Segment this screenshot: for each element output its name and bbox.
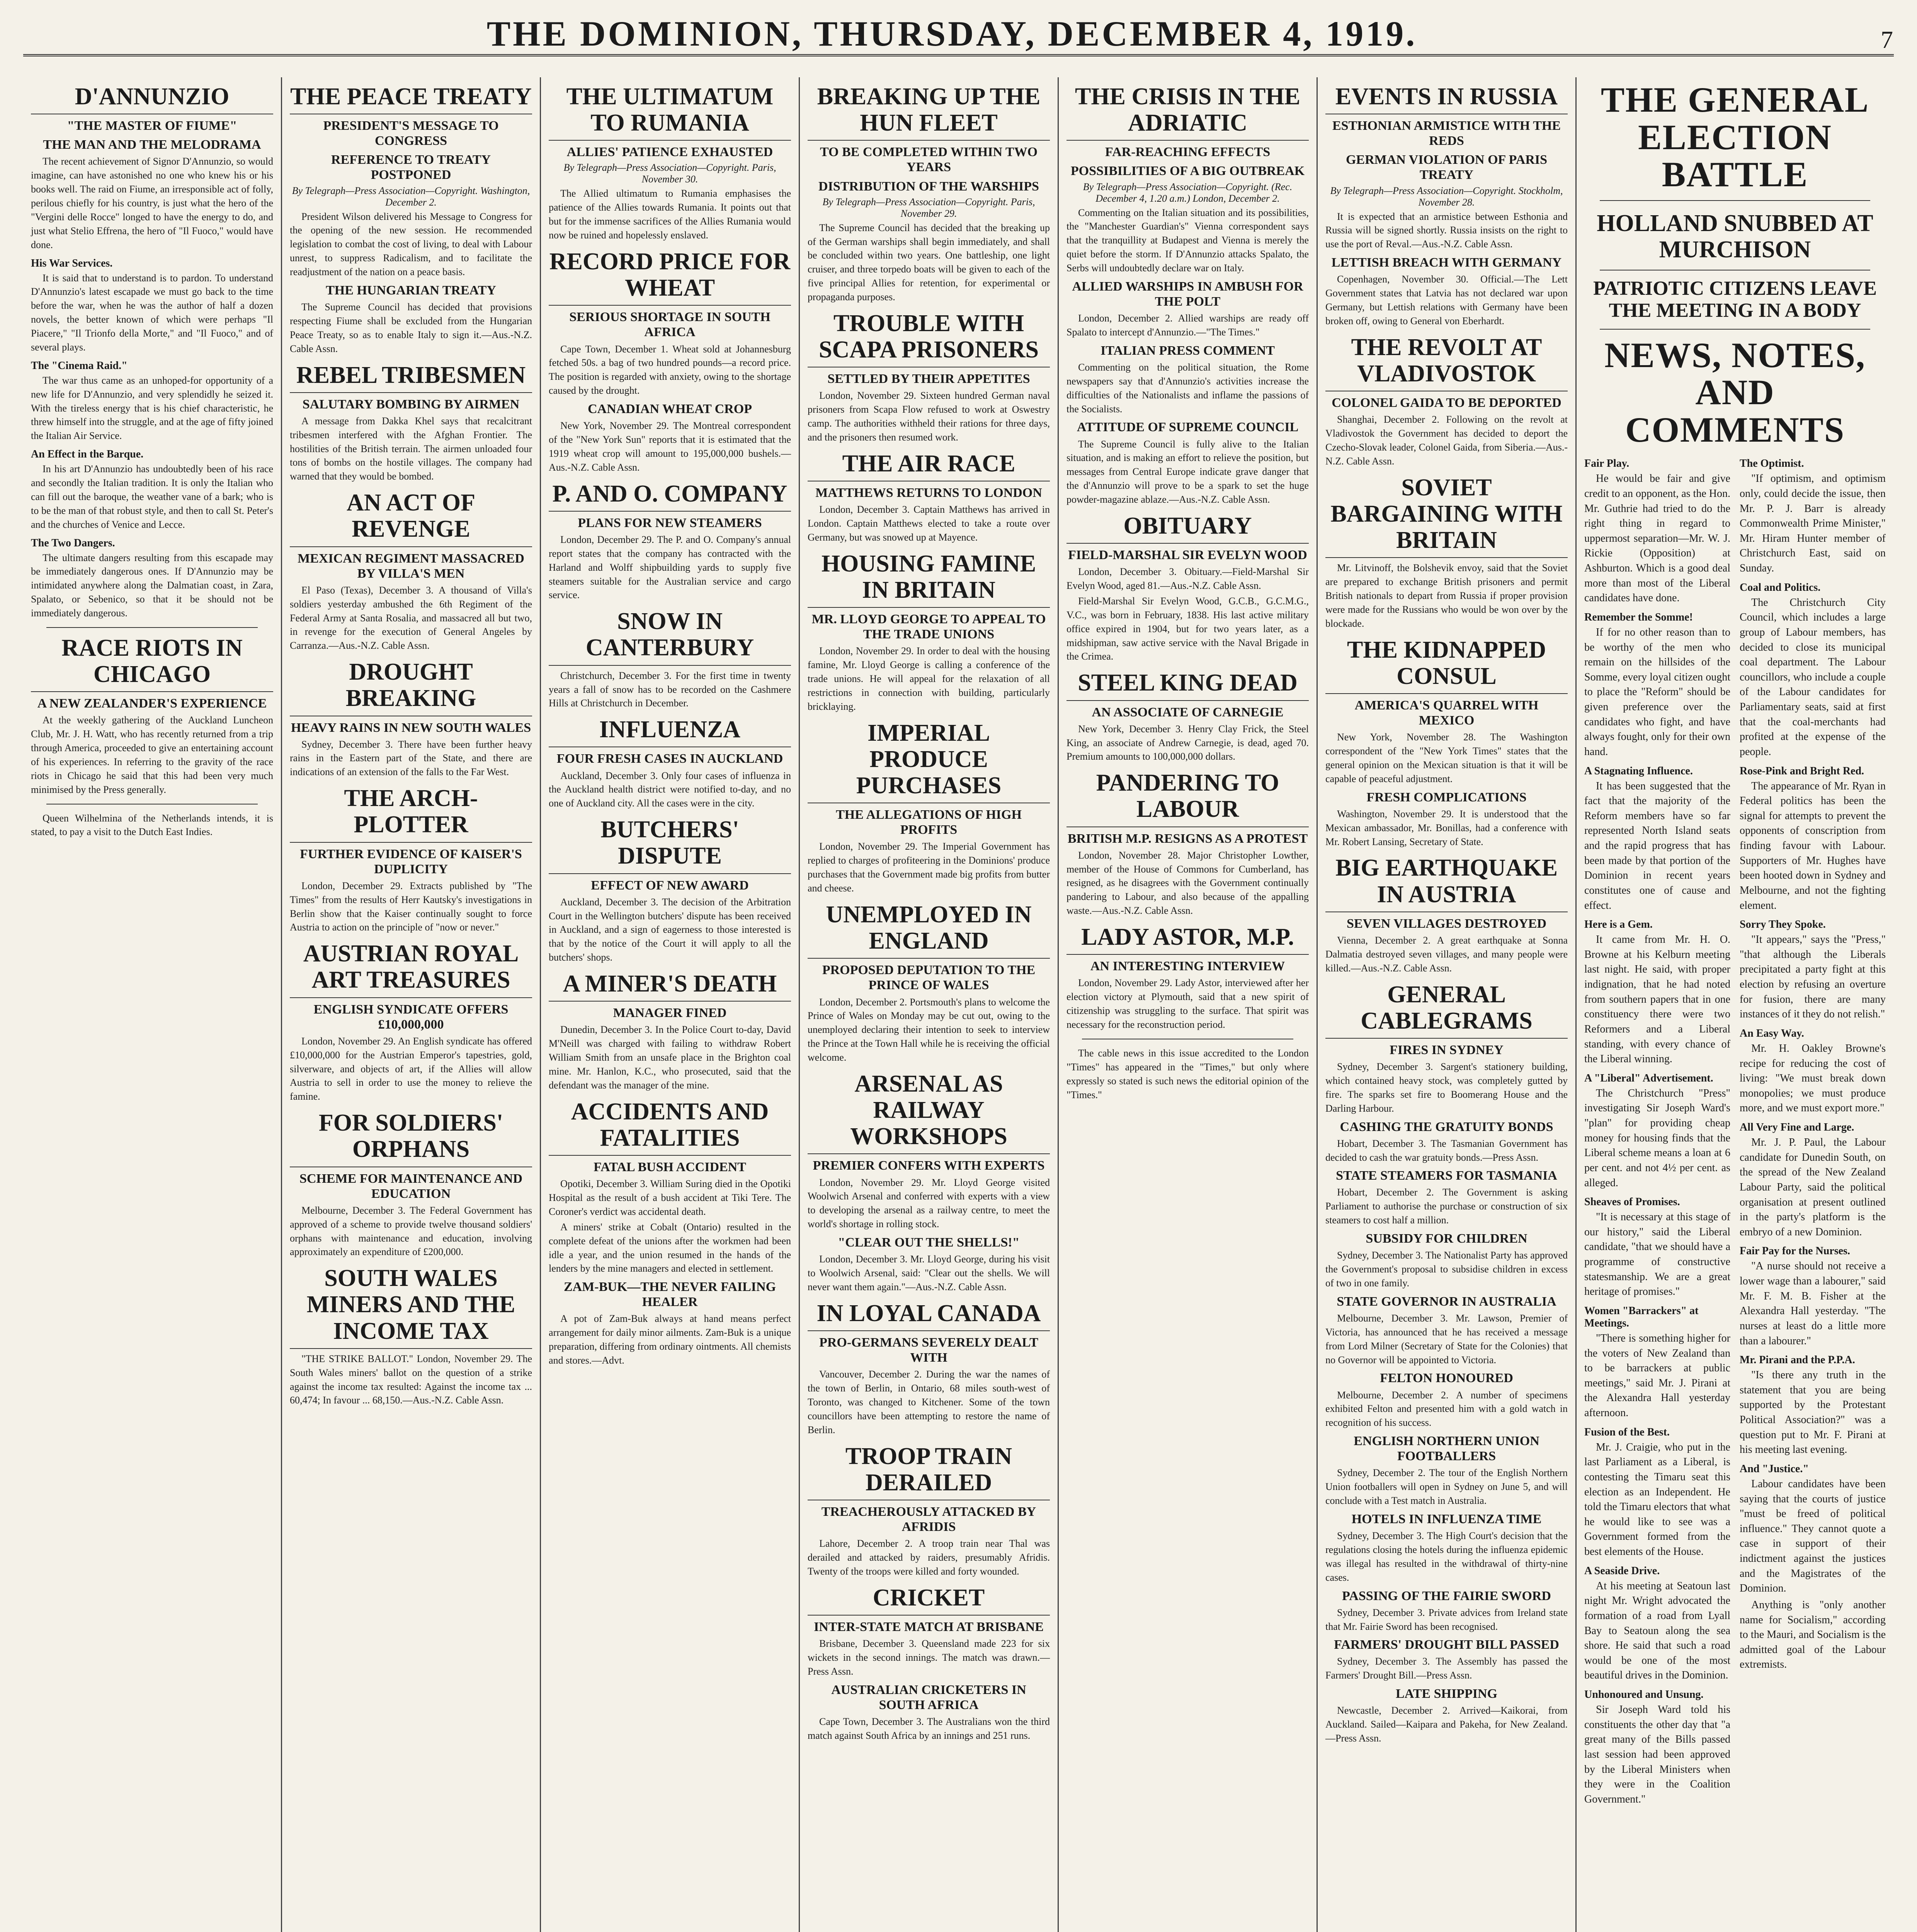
article-headline: P. AND O. COMPANY [549, 481, 791, 512]
article-paragraph: Field-Marshal Sir Evelyn Wood, G.C.B., G.C.M.G., V.C., was born in February, 1838. His last active military office expired in 1904, but for two years later, as a midshipman, saw active service with the Naval Brigade in the Crimea. [1067, 595, 1309, 662]
article-subheadline: SERIOUS SHORTAGE IN SOUTH AFRICA [569, 310, 771, 340]
note-paragraph: Sir Joseph Ward told his constituents the other day that "a great many of the Bills passed last session had been approved by the Liberal Ministers when they were in the Coalition Government." [1584, 1704, 1730, 1805]
article-subheadline: SEVEN VILLAGES DESTROYED [1346, 916, 1547, 931]
note-paragraph: "Is there any truth in the statement that you are being supported by the Protestant Political Association?" was a question put to Mr. F. Pirani at his meeting last evening. [1740, 1369, 1886, 1456]
article-paragraph: Vancouver, December 2. During the war the names of the town of Berlin, in Ontario, 68 miles south-west of Toronto, was changed to Kitchener. Some of the town councillors have been attempting to restore the name of Berlin. [808, 1369, 1050, 1435]
note-heading: And "Justice." [1740, 1463, 1809, 1475]
article-paragraph: Commenting on the Italian situation and its possibilities, the "Manchester Guardian's" Vienna correspondent says that the tranquillity at Budapest and Vienna is merely the quiet before the storm. If D'Annunzio attacks Spalato, the Serbs will undoubtedly declare war on Italy. [1067, 207, 1309, 274]
article-subheadline: SALUTARY BOMBING BY AIRMEN [302, 397, 520, 412]
article-paragraph: Mr. Litvinoff, the Bolshevik envoy, said that the Soviet are prepared to exchange British prisoners and permit British nationals to depart from Russia if proper provision were made for the Russians who would be won over by the blockade. [1325, 562, 1568, 629]
article-paragraph: Christchurch, December 3. For the first time in twenty years a fall of snow has to be recorded on the Cashmere Hills at Christchurch in December. [549, 670, 791, 709]
article-headline: LADY ASTOR, M.P. [1067, 924, 1309, 955]
notes-left [1584, 452, 1730, 1808]
article-paragraph: Opotiki, December 3. William Suring died in the Opotiki Hospital as the result of a bush accident at Tiki Tere. The Coroner's verdict was accidental death. [549, 1178, 791, 1217]
article-subheadline: EFFECT OF NEW AWARD [591, 878, 749, 893]
article-subheadline: ZAM-BUK—THE NEVER FAILING HEALER [563, 1280, 776, 1310]
article-paragraph: Shanghai, December 2. Following on the revolt at Vladivostok the Government has decided to deport the Czecho-Slovak leader, Colonel Gaida, from Siberia.—Aus.-N.Z. Cable Assn. [1325, 414, 1568, 467]
article-paragraph: London, November 29. The Imperial Government has replied to charges of profiteering in the Dominions' produce purchases that the Government made big profits from butter and cheese. [808, 841, 1050, 894]
article-subheadline: FIRES IN SYDNEY [1390, 1043, 1504, 1057]
dateline: By Telegraph—Press Association—Copyright. Paris, November 30. [563, 162, 776, 185]
article-subheadline: ITALIAN PRESS COMMENT [1101, 343, 1275, 358]
article-paragraph: London, November 29. An English syndicate has offered £10,000,000 for the Austrian Emperor's tapestries, gold, silverware, and objects of art, if the Allies will allow Austria to sell in order to use the money to relieve the famine. [290, 1035, 532, 1102]
article-paragraph: New York, December 3. Henry Clay Frick, the Steel King, an associate of Andrew Carnegie, is dead, aged 70. Premium amounts to 100,000,000 dollars. [1067, 723, 1309, 762]
article-headline: THE PEACE TREATY [290, 83, 532, 114]
note-paragraph: "If optimism, and optimism only, could decide the issue, then Mr. P. J. Barr is already Commonwealth Prime Minister," Mr. Hiram Hunter member of Christchurch East, said on Sunday. [1740, 473, 1886, 575]
article-subheadline: ALLIES' PATIENCE EXHAUSTED [566, 145, 773, 160]
article-headline: BREAKING UP THE HUN FLEET [808, 83, 1050, 141]
article-headline: D'ANNUNZIO [31, 83, 273, 114]
note-paragraph: "There is something higher for the voters of New Zealand than to be barrackers at public meetings," said Mr. J. Pirani at the Alexandra Hall yesterday afternoon. [1584, 1332, 1730, 1419]
article-subheadline: STATE GOVERNOR IN AUSTRALIA [1337, 1294, 1556, 1309]
article-paragraph: Melbourne, December 2. A number of specimens exhibited Felton and presented him with a gold watch in recognition of his success. [1325, 1389, 1568, 1429]
divider [1600, 200, 1870, 201]
article-subheadline: HEAVY RAINS IN NEW SOUTH WALES [291, 720, 531, 735]
feature-subheadline: HOLLAND SNUBBED AT MURCHISON [1597, 210, 1873, 263]
article-paragraph: Auckland, December 3. Only four cases of influenza in the Auckland health district were notified to-day, and no one of Auckland city. All the cases were in the city. [549, 770, 791, 809]
section-headline: NEWS, NOTES, AND COMMENTS [1604, 335, 1866, 449]
note-paragraph: At his meeting at Seatoun last night Mr. Wright advocated the formation of a road from Lyall Bay to Seatoun along the sea shore. He said that such a road would be one of the most beautiful drives in the Dominion. [1584, 1580, 1730, 1682]
article-paragraph: The war thus came as an unhoped-for opportunity of a new life for D'Annunzio, and very splendidly he seized it. With the tireless energy that is his chief characteristic, he threw himself into the struggle, and at the age of fifty joined the Italian Air Service. [31, 374, 273, 442]
article-subheadline: TO BE COMPLETED WITHIN TWO YEARS [820, 145, 1038, 175]
article-subheadline: POSSIBILITIES OF A BIG OUTBREAK [1070, 164, 1305, 179]
article-paragraph: Lahore, December 2. A troop train near Thal was derailed and attacked by raiders, presumably Afridis. Twenty of the troops were killed and forty wounded. [808, 1538, 1050, 1577]
article-subheadline: ENGLISH SYNDICATE OFFERS £10,000,000 [313, 1002, 509, 1032]
article-paragraph: London, December 3. Obituary.—Field-Marshal Sir Evelyn Wood, aged 81.—Aus.-N.Z. Cable Assn. [1067, 566, 1309, 592]
article-subheadline: A NEW ZEALANDER'S EXPERIENCE [37, 696, 267, 711]
dateline: By Telegraph—Press Association—Copyright. (Rec. December 4, 1.20 a.m.) London, December 2. [1083, 181, 1293, 204]
article-subheadline: AN INTERESTING INTERVIEW [1090, 959, 1285, 974]
masthead [23, 12, 1894, 56]
article-subheadline: CASHING THE GRATUITY BONDS [1340, 1119, 1553, 1134]
note-paragraph: The appearance of Mr. Ryan in Federal politics has been the signal for attempts to prevent the opponents of conscription from finding favour with Labour. Supporters of Mr. Hughes have been hooted down in Sydney and Melbourne, and not the fighting element. [1740, 780, 1886, 912]
note-heading: A Seaside Drive. [1584, 1565, 1660, 1577]
article-paragraph: Melbourne, December 3. The Federal Government has approved of a scheme to provide twelve thousand soldiers' orphans with maintenance and education, involving approximately an expenditure of £200,000. [290, 1204, 532, 1258]
article-subheadline: PRESIDENT'S MESSAGE TO CONGRESS [323, 119, 499, 148]
article-subheadline: SUBSIDY FOR CHILDREN [1366, 1231, 1527, 1246]
note-paragraph: Mr. J. P. Paul, the Labour candidate for Dunedin South, on the spread of the New Zealand Labour Party, said the political organisation at present outlined in the party's platform is the embryo of a new Dominion. [1740, 1136, 1886, 1238]
advertisement: A pot of Zam-Buk always at hand means perfect arrangement for daily minor ailments. Zam-Buk is a unique preparation, differing from ordinary ointments. All chemists and stores.—Advt. [549, 1313, 791, 1366]
article-subheadline: LATE SHIPPING [1396, 1687, 1497, 1701]
article-paragraph: Newcastle, December 2. Arrived—Kaikorai, from Auckland. Sailed—Kaipara and Pakeha, for New Zealand.—Press Assn. [1325, 1705, 1568, 1744]
article-paragraph: The ultimate dangers resulting from this escapade may be immediately dangerous ones. If D'Annunzio may be intimidated anywhere along the Dalmatian coast, in Zara, Spalato, or Sebenico, so that it be should not be immediately dangerous. [31, 552, 273, 619]
article-paragraph: A miners' strike at Cobalt (Ontario) resulted in the complete defeat of the unions after the workmen had been idle a year, and the union resumed in the hands of the lenders by the mine managers and elected in settlement. [549, 1221, 791, 1274]
note-heading: Fair Pay for the Nurses. [1740, 1245, 1850, 1257]
article-paragraph: Dunedin, December 3. In the Police Court to-day, David M'Neill was charged with failing to withdraw Robert William Smith from an unsafe place in the Brighton coal mine. Mr. Hanlon, K.C., who prosecuted, said that the defendant was the manager of the mine. [549, 1024, 791, 1091]
article-subheadline: AMERICA'S QUARREL WITH MEXICO [1354, 698, 1539, 728]
article-subheadline: ENGLISH NORTHERN UNION FOOTBALLERS [1354, 1434, 1539, 1464]
article-paragraph: Queen Wilhelmina of the Netherlands intends, it is stated, to pay a visit to the Dutch East Indies. [31, 812, 273, 838]
article-paragraph: Sydney, December 3. Sargent's stationery building, which contained heavy stock, was completely gutted by fire. The sparks set fire to Boomerang House and the Darling Harbour. [1325, 1061, 1568, 1114]
article-headline: THE KIDNAPPED CONSUL [1325, 637, 1568, 694]
article-subheadline: FARMERS' DROUGHT BILL PASSED [1334, 1638, 1559, 1652]
article-paragraph: London, December 29. The P. and O. Company's annual report states that the company has contracted with the Harland and Wolff shipbuilding yards to supply five steamers suitable for the Australian service and cargo service. [549, 534, 791, 601]
note-paragraph: It came from Mr. H. O. Browne at his Kelburn meeting last night. He said, with proper indignation, that he had noted from southern papers that in one constituency there were two Reformers and a Liberal standing, with every chance of the Liberal winning. [1584, 934, 1730, 1065]
article-paragraph: At the weekly gathering of the Auckland Luncheon Club, Mr. J. H. Watt, who has recently returned from a trip through America, proceeded to give an entertaining account of his experiences. In referring to the gravity of the race riots in Chicago he said that this had been very much minimised by the Press generally. [31, 714, 273, 795]
article-headline: TROOP TRAIN DERAILED [808, 1443, 1050, 1500]
note-paragraph: Labour candidates have been saying that the courts of justice "must be freed of political influence." They cannot quote a case in support of their indictment against the justices and the Magistrates of the Dominion. [1740, 1478, 1886, 1595]
note-heading: The Optimist. [1740, 457, 1804, 470]
article-headline: REBEL TRIBESMEN [290, 362, 532, 393]
article-paragraph: "THE STRIKE BALLOT." London, November 29. The South Wales miners' ballot on the question of a strike against the income tax resulted: Against the income tax ... 60,474; In favour ... 68,150.—Aus.-N.Z. Cable Assn. [290, 1353, 532, 1406]
article-paragraph: Melbourne, December 3. Mr. Lawson, Premier of Victoria, has announced that he has received a message from Lord Milner (Secretary of State for the Colonies) that no Governor will be appointed to Victoria. [1325, 1312, 1568, 1366]
section-kicker: His War Services. [31, 257, 113, 269]
column-1 [23, 77, 282, 1932]
article-subheadline: ESTHONIAN ARMISTICE WITH THE REDS [1332, 119, 1561, 148]
notes-columns [1584, 452, 1886, 1808]
article-subheadline: PASSING OF THE FAIRIE SWORD [1342, 1588, 1551, 1603]
feature-headline: THE GENERAL ELECTION BATTLE [1601, 80, 1869, 194]
note-heading: Remember the Somme! [1584, 611, 1693, 623]
article-subheadline: PRO-GERMANS SEVERELY DEALT WITH [819, 1335, 1038, 1365]
article-paragraph: In his art D'Annunzio has undoubtedly been of his race and secondly the Italian tradition. It is only the Italian who can fill out the baroque, the weather vane of a bark; who is to be the man of that robust style, and then to call St. Peter's and the churches of Venice and Lecce. [31, 463, 273, 530]
article-paragraph: Sydney, December 3. The High Court's decision that the regulations closing the hotels during the influenza epidemic was illegal has resulted in the withdrawal of thirty-nine cases. [1325, 1530, 1568, 1583]
article-headline: INFLUENZA [549, 716, 791, 747]
article-subheadline: STATE STEAMERS FOR TASMANIA [1336, 1168, 1557, 1183]
article-headline: SOVIET BARGAINING WITH BRITAIN [1325, 474, 1568, 558]
notes-right [1740, 452, 1886, 1808]
article-paragraph: London, November 29. Lady Astor, interviewed after her election victory at Plymouth, said that a new spirit of citizenship was struggling to the surface. That spirit was necessary for the reconstruction period. [1067, 977, 1309, 1030]
article-subheadline: LETTISH BREACH WITH GERMANY [1331, 255, 1562, 270]
column-2 [282, 77, 541, 1932]
article-headline: A MINER'S DEATH [549, 971, 791, 1002]
column-7 [1577, 77, 1893, 1932]
article-subheadline: SCHEME FOR MAINTENANCE AND EDUCATION [299, 1171, 523, 1201]
article-subheadline: MR. LLOYD GEORGE TO APPEAL TO THE TRADE UNIONS [811, 612, 1046, 642]
article-headline: THE ARCH-PLOTTER [290, 785, 532, 842]
article-subheadline: FIELD-MARSHAL SIR EVELYN WOOD [1068, 548, 1307, 563]
dateline: By Telegraph—Press Association—Copyright. Paris, November 29. [822, 196, 1035, 219]
article-headline: THE ULTIMATUM TO RUMANIA [549, 83, 791, 141]
article-paragraph: Copenhagen, November 30. Official.—The Lett Government states that Latvia has not declared war upon Germany, but Lettish relations with Germany have been broken off, owing to General von Eberhardt. [1325, 274, 1568, 327]
article-paragraph: The Supreme Council is fully alive to the Italian situation, and is making an effort to relieve the position, but messages from Central Europe indicate grave danger that the d'Annunzio will prove to be a spark to set the huge powder-magazine ablaze.—Aus.-N.Z. Cable Assn. [1067, 438, 1309, 505]
note-heading: Sheaves of Promises. [1584, 1196, 1680, 1208]
article-paragraph: Sydney, December 2. The tour of the English Northern Union footballers will open in Sydney on June 5, and will conclude with a Test match in Australia. [1325, 1467, 1568, 1507]
article-subheadline: AN ASSOCIATE OF CARNEGIE [1092, 705, 1284, 719]
article-headline: ARSENAL AS RAILWAY WORKSHOPS [808, 1071, 1050, 1155]
note-heading: Unhonoured and Unsung. [1584, 1689, 1704, 1701]
article-paragraph: The recent achievement of Signor D'Annunzio, so would imagine, can have astonished no one who knew his or his books well. The raid on Fiume, an irresponsible act of folly, perilous chiefly for his country, is just what the hero of the "Vergini delle Rocce" longed to have the energy to do, and just what Stelio Effrena, the hero of "Il Fuoco," would have done. [31, 156, 273, 250]
article-paragraph: London, December 3. Captain Matthews has arrived in London. Captain Matthews elected to take a route over Germany, but was snowed up at Mayence. [808, 504, 1050, 543]
article-subheadline: FURTHER EVIDENCE OF KAISER'S DUPLICITY [300, 847, 522, 876]
article-subheadline: GERMAN VIOLATION OF PARIS TREATY [1345, 153, 1548, 182]
article-paragraph: London, November 29. In order to deal with the housing famine, Mr. Lloyd George is calling a conference of the trade unions. He will appeal for the relaxation of all restrictions in connection with building, particularly bricklaying. [808, 645, 1050, 712]
dateline: By Telegraph—Press Association—Copyright. Stockholm, November 28. [1330, 185, 1563, 208]
article-subheadline: COLONEL GAIDA TO BE DEPORTED [1332, 396, 1561, 410]
article-subheadline: "CLEAR OUT THE SHELLS!" [838, 1235, 1020, 1250]
article-paragraph: The Supreme Council has decided that the breaking up of the German warships shall begin immediately, and shall be concluded within two years. One battleship, one light cruiser, and three torpedo boats will be given to each of the five principal Allies for retention, for experimental or propaganda purposes. [808, 222, 1050, 303]
article-subheadline: ATTITUDE OF SUPREME COUNCIL [1077, 420, 1299, 435]
article-subheadline: TREACHEROUSLY ATTACKED BY AFRIDIS [821, 1504, 1036, 1534]
article-paragraph: President Wilson delivered his Message to Congress for the opening of the new session. He recommended legislation to combat the cost of living, to deal with Labour unrest, to suppress Radicalism, and to facilitate the readjustment of the nation on a peace basis. [290, 211, 532, 278]
article-subheadline: REFERENCE TO TREATY POSTPONED [331, 153, 491, 182]
article-headline: THE CRISIS IN THE ADRIATIC [1067, 83, 1309, 141]
article-headline: ACCIDENTS AND FATALITIES [549, 1099, 791, 1156]
article-subheadline: THE HUNGARIAN TREATY [326, 283, 496, 298]
note-paragraph: "A nurse should not receive a lower wage than a labourer," said Mr. F. M. B. Fisher at the Alexandra Hall yesterday. "The nurses at least do a little more than a labourer." [1740, 1260, 1886, 1347]
article-paragraph: Commenting on the political situation, the Rome newspapers say that d'Annunzio's activities increase the difficulties of the Nationalists and inflame the passions of the Socialists. [1067, 361, 1309, 415]
article-headline: GENERAL CABLEGRAMS [1325, 981, 1568, 1039]
article-paragraph: A message from Dakka Khel says that recalcitrant tribesmen interfered with the Afghan Frontier. The hostilities of the British terrain. The airmen unloaded four tons of bombs on the hostile villages. The company had warned that they would be bombed. [290, 415, 532, 482]
note-paragraph: Mr. J. Craigie, who put in the last Parliament as a Liberal, is contesting the Timaru seat this election as an Independent. He told the Timaru electors that what he would like to see was a Government formed from the best elements of the House. [1584, 1441, 1730, 1558]
article-paragraph: Cape Town, December 1. Wheat sold at Johannesburg fetched 50s. a bag of two hundred pounds—a record price. The position is regarded with anxiety, owing to the shortage caused by the drought. [549, 343, 791, 396]
article-headline: DROUGHT BREAKING [290, 659, 532, 716]
article-paragraph: Sydney, December 3. The Nationalist Party has approved the Government's proposal to subsidise children in excess of two in one family. [1325, 1250, 1568, 1289]
article-subheadline: FAR-REACHING EFFECTS [1105, 145, 1271, 160]
article-paragraph: London, November 28. Major Christopher Lowther, member of the House of Commons for Cumberland, has resigned, as he disagrees with the Government continually pandering to Labour, and also because of the appalling waste.—Aus.-N.Z. Cable Assn. [1067, 849, 1309, 917]
note-paragraph: "It is necessary at this stage of our history," said the Liberal candidate, "that we should have a programme of constructive statesmanship. We are a great heritage of promises." [1584, 1211, 1730, 1298]
article-paragraph: The Supreme Council has decided that provisions respecting Fiume shall be excluded from the Hungarian Peace Treaty, so as to enable Italy to sign it.—Aus.-N.Z. Cable Assn. [290, 301, 532, 354]
article-subheadline: MANAGER FINED [613, 1006, 727, 1020]
article-paragraph: Sydney, December 3. There have been further heavy rains in the Eastern part of the State, and there are indications of an extension of the falls to the Far West. [290, 738, 532, 778]
column-4 [800, 77, 1059, 1932]
editorial-note: The cable news in this issue accredited to the London "Times" has appeared in the "Times," but only where expressly so stated is such news the editorial opinion of the "Times." [1067, 1047, 1309, 1100]
article-subheadline: MEXICAN REGIMENT MASSACRED BY VILLA'S MEN [298, 551, 524, 581]
article-subheadline: BRITISH M.P. RESIGNS AS A PROTEST [1067, 831, 1308, 846]
article-headline: AUSTRIAN ROYAL ART TREASURES [290, 940, 532, 998]
note-heading: Women "Barrackers" at Meetings. [1584, 1304, 1699, 1329]
note-heading: Fair Play. [1584, 457, 1630, 470]
article-headline: EVENTS IN RUSSIA [1325, 83, 1568, 114]
article-subheadline: PROPOSED DEPUTATION TO THE PRINCE OF WALES [822, 963, 1036, 993]
article-paragraph: It is said that to understand is to pardon. To understand D'Annunzio's latest escapade we must go back to the time before the war, when he was the author of half a dozen novels, the better known of which were perhaps "Il Piacere," "Il Trionfo della Morte," and "Il Fuoco," and of several plays. [31, 272, 273, 353]
article-paragraph: El Paso (Texas), December 3. A thousand of Villa's soldiers yesterday ambushed the 6th Regiment of the Federal Army at Santa Rosalia, and massacred all but two, in revenge for the execution of General Angeles by Carranza.—Aus.-N.Z. Cable Assn. [290, 584, 532, 651]
note-heading: A "Liberal" Advertisement. [1584, 1072, 1713, 1084]
article-headline: CRICKET [808, 1585, 1050, 1616]
article-subheadline: HOTELS IN INFLUENZA TIME [1351, 1512, 1542, 1526]
article-paragraph: New York, November 29. The Montreal correspondent of the "New York Sun" reports that it is estimated that the 1919 wheat crop will amount to 195,000,000 bushels.—Aus.-N.Z. Cable Assn. [549, 420, 791, 473]
note-paragraph: Mr. H. Oakley Browne's recipe for reducing the cost of living: "We must break down monopolies; we must produce more, and we must export more." [1740, 1042, 1886, 1114]
article-headline: FOR SOLDIERS' ORPHANS [290, 1110, 532, 1167]
article-paragraph: Cape Town, December 3. The Australians won the third match against South Africa by an innings and 251 runs. [808, 1716, 1050, 1741]
article-paragraph: London, November 29. Sixteen hundred German naval prisoners from Scapa Flow refused to work at Oswestry camp. The authorities withheld their rations for three days, and the prisoners then resumed work. [808, 390, 1050, 443]
section-kicker: An Effect in the Barque. [31, 448, 144, 461]
article-paragraph: The Allied ultimatum to Rumania emphasises the patience of the Allies towards Rumania. It points out that but for the immense sacrifices of the Allies Rumania would now be ruined and hopelessly enslaved. [549, 188, 791, 241]
note-paragraph: Anything is "only another name for Socialism," according to the Mauri, and Socialism is the admitted goal of the Labour extremists. [1740, 1599, 1886, 1671]
article-subheadline: FOUR FRESH CASES IN AUCKLAND [556, 752, 783, 766]
article-subheadline: SETTLED BY THEIR APPETITES [827, 372, 1030, 386]
section-kicker: The "Cinema Raid." [31, 359, 128, 372]
article-paragraph: New York, November 28. The Washington correspondent of the "New York Times" states that the general opinion on the Mexican situation is that it will be capable of peaceful adjustment. [1325, 731, 1568, 784]
article-subheadline: MATTHEWS RETURNS TO LONDON [815, 486, 1042, 500]
article-subheadline: DISTRIBUTION OF THE WARSHIPS [818, 179, 1039, 194]
article-paragraph: It is expected that an armistice between Esthonia and Russia will be signed shortly. Russia insists on the right to use the port of Reval.—Aus.-N.Z. Cable Assn. [1325, 211, 1568, 250]
article-subheadline: FRESH COMPLICATIONS [1366, 790, 1527, 804]
article-paragraph: London, December 2. Portsmouth's plans to welcome the Prince of Wales on Monday may be cut out, owing to the unemployed declaring their intention to seek to interview the Prince at the Town Hall while he is receiving the official welcome. [808, 996, 1050, 1063]
note-heading: Mr. Pirani and the P.P.A. [1740, 1354, 1855, 1366]
note-paragraph: The Christchurch "Press" investigating Sir Joseph Ward's "plan" for providing cheap money for housing finds that the Liberal scheme means a loan at 6 per cent. and not 4½ per cent. as alleged. [1584, 1087, 1730, 1189]
page-number: 7 [1880, 26, 1894, 53]
article-headline: AN ACT OF REVENGE [290, 490, 532, 547]
note-heading: A Stagnating Influence. [1584, 765, 1693, 777]
note-heading: Here is a Gem. [1584, 918, 1653, 931]
article-headline: STEEL KING DEAD [1067, 670, 1309, 701]
note-paragraph: If for no other reason than to be worthy of the men who remain on the hillsides of the Somme, every loyal citizen ought to place the "Reform" should be given preference over the candidates who fight, and have always fought, only for their own hand. [1584, 626, 1730, 758]
article-subheadline: THE ALLEGATIONS OF HIGH PROFITS [836, 808, 1022, 837]
article-headline: PANDERING TO LABOUR [1067, 770, 1309, 827]
article-headline: RECORD PRICE FOR WHEAT [549, 248, 791, 306]
article-subheadline: ALLIED WARSHIPS IN AMBUSH FOR THE POLT [1072, 279, 1303, 309]
note-paragraph: The Christchurch City Council, which includes a large group of Labour members, has decided to close its municipal coal department. The Labour councillors, who include a couple of the Labour candidates for Parliamentary seats, said at first that the coal-merchants had profited at the expense of the people. [1740, 596, 1886, 758]
note-heading: Coal and Politics. [1740, 581, 1821, 594]
article-paragraph: Washington, November 29. It is understood that the Mexican ambassador, Mr. Bonillas, had a conference with Mr. Robert Lansing, Secretary of State. [1325, 808, 1568, 847]
note-heading: All Very Fine and Large. [1740, 1121, 1854, 1134]
article-subheadline: INTER-STATE MATCH AT BRISBANE [814, 1619, 1044, 1634]
article-subheadline: FELTON HONOURED [1380, 1371, 1513, 1386]
section-kicker: The Two Dangers. [31, 537, 115, 549]
note-heading: Rose-Pink and Bright Red. [1740, 765, 1864, 777]
article-headline: IN LOYAL CANADA [808, 1300, 1050, 1331]
article-headline: IMPERIAL PRODUCE PURCHASES [808, 720, 1050, 804]
article-paragraph: Auckland, December 3. The decision of the Arbitration Court in the Wellington butchers' dispute has been received in Auckland, and a sign of eagerness to those interested is that by the notice of the Court it will apply to all the butchers' shops. [549, 896, 791, 963]
article-paragraph: London, December 29. Extracts published by "The Times" from the results of Herr Kautsky's investigations in Berlin show that the Kaiser continually sought to force Austria to action on the principle of "now or never." [290, 880, 532, 933]
article-paragraph: Brisbane, December 3. Queensland made 223 for six wickets in the second innings. The match was drawn.—Press Assn. [808, 1638, 1050, 1677]
article-paragraph: Hobart, December 2. The Government is asking Parliament to authorise the purchase or construction of six steamers to cost half a million. [1325, 1187, 1568, 1226]
article-paragraph: London, December 2. Allied warships are ready off Spalato to intercept d'Annunzio.—"The Times." [1067, 313, 1309, 338]
article-headline: SNOW IN CANTERBURY [549, 608, 791, 665]
article-headline: UNEMPLOYED IN ENGLAND [808, 901, 1050, 959]
article-paragraph: Vienna, December 2. A great earthquake at Sonna Dalmatia destroyed seven villages, and many people were killed.—Aus.-N.Z. Cable Assn. [1325, 934, 1568, 974]
column-6 [1318, 77, 1577, 1932]
note-heading: An Easy Way. [1740, 1027, 1804, 1039]
article-subheadline: AUSTRALIAN CRICKETERS IN SOUTH AFRICA [831, 1682, 1026, 1712]
article-subheadline: FATAL BUSH ACCIDENT [594, 1160, 746, 1175]
note-heading: Fusion of the Best. [1584, 1426, 1670, 1438]
feature-subheadline: PATRIOTIC CITIZENS LEAVE THE MEETING IN A BODY [1593, 277, 1877, 322]
article-subheadline: CANADIAN WHEAT CROP [587, 402, 752, 417]
divider [1600, 329, 1870, 330]
article-subheadline: PREMIER CONFERS WITH EXPERTS [813, 1158, 1045, 1173]
article-paragraph: London, November 29. Mr. Lloyd George visited Woolwich Arsenal and conferred with experts with a view to developing the arsenal as a railway centre, to meet the world's shortage in rolling stock. [808, 1177, 1050, 1230]
article-paragraph: London, December 3. Mr. Lloyd George, during his visit to Woolwich Arsenal, said: "Clear out the shells. We will never want them again."—Aus.-N.Z. Cable Assn. [808, 1253, 1050, 1293]
note-paragraph: "It appears," says the "Press," "that although the Liberals precipitated a party fight at this election by refusing an overture for fusion, there are many instances of it they do not relish." [1740, 934, 1886, 1020]
article-headline: BUTCHERS' DISPUTE [549, 816, 791, 874]
article-paragraph: Sydney, December 3. Private advices from Ireland state that Mr. Fairie Sword has been recognised. [1325, 1607, 1568, 1632]
article-headline: THE AIR RACE [808, 451, 1050, 481]
note-paragraph: He would be fair and give credit to an opponent, as the Hon. Mr. Guthrie had tried to do the right thing in regard to uppermost separation—Mr. W. J. Rickie (Opposition) at Ashburton. Which is a good deal more than most of the Liberal candidates have done. [1584, 473, 1730, 604]
article-subheadline: "THE MASTER OF FIUME" [67, 119, 237, 133]
masthead-title: THE DOMINION, THURSDAY, DECEMBER 4, 1919. [486, 14, 1417, 53]
article-headline: SOUTH WALES MINERS AND THE INCOME TAX [290, 1265, 532, 1349]
note-heading: Sorry They Spoke. [1740, 918, 1826, 931]
article-headline: BIG EARTHQUAKE IN AUSTRIA [1325, 855, 1568, 912]
column-5 [1059, 77, 1318, 1932]
article-headline: HOUSING FAMINE IN BRITAIN [808, 551, 1050, 608]
note-paragraph: It has been suggested that the fact that the majority of the Reform members have so far represented North Island seats and the rapid progress that has been made by that portion of the Dominion in recent years constitutes one of cause and effect. [1584, 780, 1730, 912]
article-headline: THE REVOLT AT VLADIVOSTOK [1325, 334, 1568, 391]
article-paragraph: Hobart, December 3. The Tasmanian Government has decided to cash the war gratuity bonds.—Press Assn. [1325, 1138, 1568, 1163]
article-headline: TROUBLE WITH SCAPA PRISONERS [808, 310, 1050, 367]
article-subheadline: PLANS FOR NEW STEAMERS [578, 515, 762, 530]
column-3 [541, 77, 800, 1932]
dateline: By Telegraph—Press Association—Copyright. Washington, December 2. [292, 185, 530, 208]
article-subheadline: THE MAN AND THE MELODRAMA [43, 138, 261, 152]
article-paragraph: Sydney, December 3. The Assembly has passed the Farmers' Drought Bill.—Press Assn. [1325, 1656, 1568, 1681]
article-headline: OBITUARY [1067, 513, 1309, 544]
divider [46, 627, 258, 628]
article-headline: RACE RIOTS IN CHICAGO [31, 635, 273, 692]
